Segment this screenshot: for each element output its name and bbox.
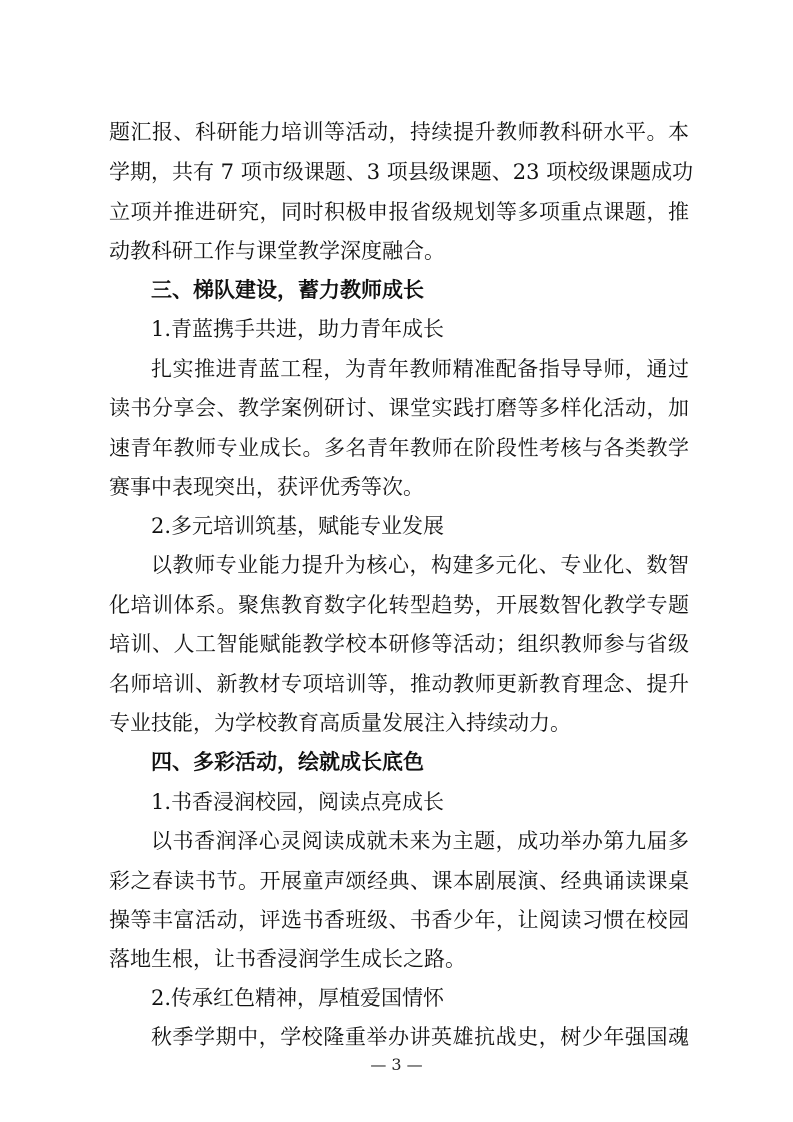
body-text-line: 名师培训、新教材专项培训等，推动教师更新教育理念、提升 [109,672,689,696]
body-text-line: 化培训体系。聚焦教育数字化转型趋势，开展数智化教学专题 [109,593,689,617]
body-text-line: 速青年教师专业成长。多名青年教师在阶段性考核与各类教学 [109,436,689,460]
body-text-line: 秋季学期中，学校隆重举办讲英雄抗战史，树少年强国魂 [151,1025,689,1049]
body-text-line: 专业技能，为学校教育高质量发展注入持续动力。 [109,711,571,735]
section-heading: 三、梯队建设，蓄力教师成长 [151,278,424,302]
body-text-line: 操等丰富活动，评选书香班级、书香少年，让阅读习惯在校园 [109,908,689,932]
body-text-line: 彩之春读书节。开展童声颂经典、课本剧展演、经典诵读课桌 [109,869,689,893]
body-text-line: 落地生根，让书香浸润学生成长之路。 [109,947,466,971]
subsection-heading: 2.多元培训筑基，赋能专业发展 [151,514,445,538]
subsection-heading: 2.传承红色精神，厚植爱国情怀 [151,986,445,1010]
body-text-line: 动教科研工作与课堂教学深度融合。 [109,239,445,263]
page-number: — 3 — [370,1055,423,1074]
body-text-line: 赛事中表现突出，获评优秀等次。 [109,475,424,499]
body-text-line: 扎实推进青蓝工程，为青年教师精准配备指导导师，通过 [151,357,689,381]
body-text-line: 以书香润泽心灵阅读成就未来为主题，成功举办第九届多 [151,829,689,853]
section-heading: 四、多彩活动，绘就成长底色 [151,750,424,774]
body-text-line: 读书分享会、教学案例研讨、课堂实践打磨等多样化活动，加 [109,396,689,420]
body-text-line: 以教师专业能力提升为核心，构建多元化、专业化、数智 [151,553,689,577]
body-text-line: 立项并推进研究，同时积极申报省级规划等多项重点课题，推 [109,200,689,224]
body-text-line: 学期，共有 7 项市级课题、3 项县级课题、23 项校级课题成功 [109,160,694,184]
subsection-heading: 1.青蓝携手共进，助力青年成长 [151,317,445,341]
body-text-line: 培训、人工智能赋能教学校本研修等活动；组织教师参与省级 [109,632,689,656]
body-text-line: 题汇报、科研能力培训等活动，持续提升教师教科研水平。本 [109,120,689,144]
subsection-heading: 1.书香浸润校园，阅读点亮成长 [151,790,445,814]
